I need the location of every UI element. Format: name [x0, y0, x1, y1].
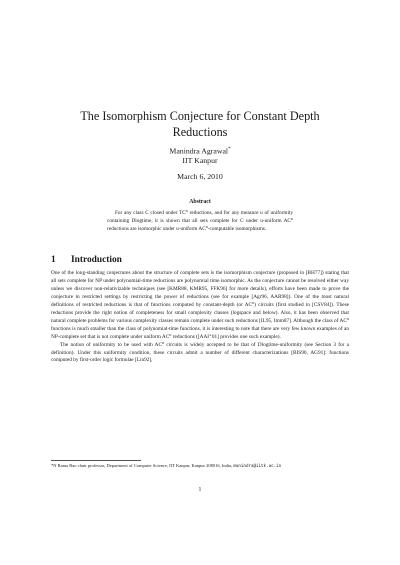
paper-date: March 6, 2010: [177, 172, 223, 181]
author-name: Manindra Agrawal: [169, 146, 229, 156]
footnote-rule: [51, 460, 141, 461]
author-footnote-mark: *: [228, 147, 231, 152]
affiliation: IIT Kanpur: [182, 156, 218, 165]
section-title: Introduction: [71, 255, 122, 265]
body-paragraph: The notion of uniformity to be used with AC⁰ circuits is widely accepted to be that of Dlogtime-uniformity (see Section 3 for a definition). Under this uniformity condition, these circuits admit a number of different characterizations [BIS90, AG91]: functions computed by first-order logic formulae [Lin92],: [51, 341, 349, 364]
abstract-heading: Abstract: [189, 199, 211, 205]
footnote-email: manindra@iitk.ac.in: [233, 465, 282, 469]
body-paragraph: One of the long-standing conjectures about the structure of complete sets is the isomorphism conjecture (proposed in [BH77]) stating that all sets complete for NP under polynomial-time reductions are polynomial time isomorphic. As the conjecture cannot be resolved either way unless we discover non-relativizable techniques (see [KMR88, KMR95, FFK96] for more details), efforts have been made to prove the conjecture in restricted settings by restricting the power of reductions (see for example [Agr96, AAR98]). One of the most natural definitions of restricted reductions is that of functions computed by constant-depth (or AC⁰) circuits (first studied in [CSV84]). These reductions provide the right notion of completeness for small complexity classes (logspace and below). Also, it has been observed that natural complete problems for various complexity classes remain complete under such reductions [IL95, Imm87]. Although the class of AC⁰ functions is much smaller than the class of polynomial-time functions, it is interesting to note that there are very few known examples of an NP-complete set that is not complete under uniform AC⁰ reductions ([AAI⁺01] provides one such example).: [51, 270, 349, 340]
section-heading: [51, 254, 122, 266]
footnote: [51, 463, 349, 471]
page-number: 1: [198, 487, 202, 493]
footnote-text: *N Rama Rao chair professor, Department of Computer Science, IIT Kanpur, Kanpur 208016, India,: [51, 463, 233, 468]
abstract-text: For any class C closed under TC⁰ reductions, and for any measure u of uniformity containing Dlogtime, it is shown that all sets complete for C under u-uniform AC⁰ reductions are isomorphic under u-uniform AC⁰-computable isomorphisms.: [107, 210, 293, 232]
body-text: [51, 270, 349, 365]
paper-title: The Isomorphism Conjecture for Constant Depth Reductions: [80, 109, 320, 139]
section-number: 1: [51, 255, 56, 265]
